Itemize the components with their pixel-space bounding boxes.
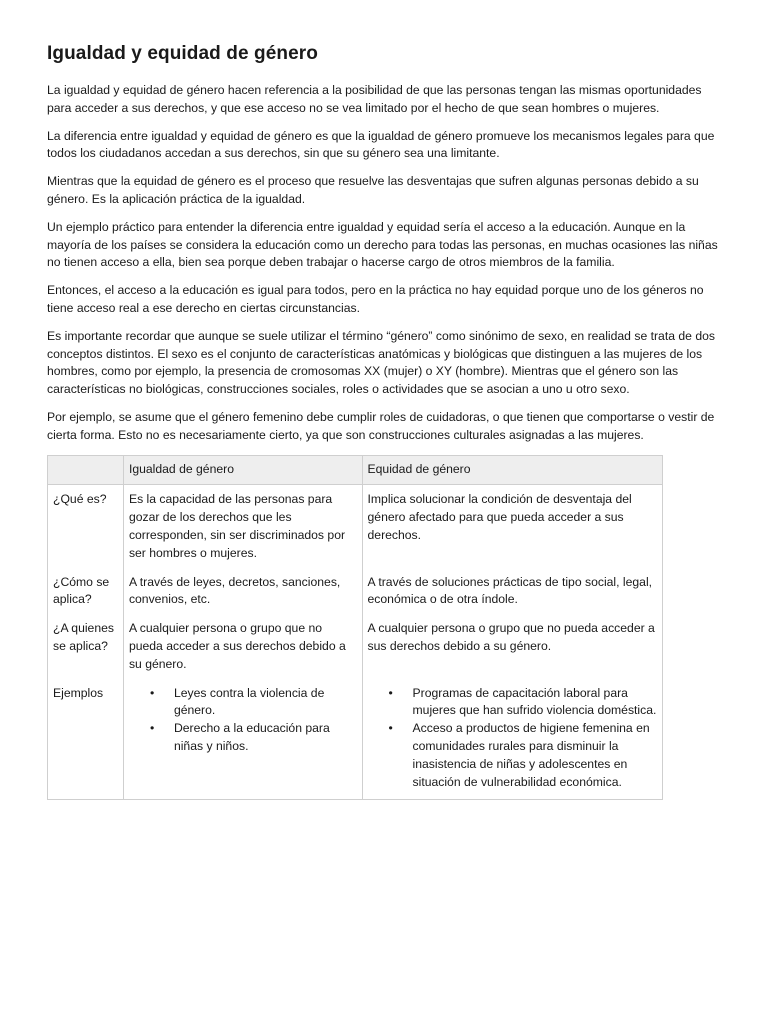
- paragraph-definition: La igualdad y equidad de género hacen referencia a la posibilidad de que las personas tengan las mismas oportunidades para acceder a sus derechos, y que ese acceso no se vea limitado por el hecho de que sean hombres o mujeres.: [47, 83, 702, 115]
- table-header-equidad: Equidad de género: [362, 455, 662, 485]
- table-row: [48, 568, 663, 615]
- paragraph-roles: Por ejemplo, se asume que el género femenino debe cumplir roles de cuidadoras, o que tienen que comportarse o vestir de cierta forma. Esto no es necesariamente cierto, ya que son construcciones culturales asignadas a las mujeres.: [47, 409, 715, 442]
- list-item: • Programas de capacitación laboral para mujeres que han sufrido violencia doméstica.: [413, 685, 657, 721]
- igualdad-examples-list: [129, 685, 357, 756]
- paragraph-equity: Mientras que la equidad de género es el proceso que resuelve las desventajas que sufren algunas personas debido a su género. Es la aplicación práctica de la igualdad.: [47, 174, 699, 206]
- table-header-empty: [48, 455, 124, 485]
- table-row: [48, 485, 663, 568]
- cell-igualdad: A cualquier persona o grupo que no pueda acceder a sus derechos debido a su género.: [123, 614, 362, 678]
- cell-igualdad: A través de leyes, decretos, sanciones, convenios, etc.: [123, 568, 362, 615]
- cell-igualdad-examples: [123, 679, 362, 800]
- paragraph-difference: La diferencia entre igualdad y equidad de género es que la igualdad de género promueve los mecanismos legales para que todos los ciudadanos accedan a sus derechos, sin que su género sea una limitante.: [47, 128, 715, 161]
- table-header-igualdad: Igualdad de género: [123, 455, 362, 485]
- table-row-examples: [48, 679, 663, 800]
- page-title: Igualdad y equidad de género: [47, 43, 318, 64]
- table-header-row: [48, 455, 663, 485]
- cell-igualdad: Es la capacidad de las personas para gozar de los derechos que les corresponden, sin ser discriminados por ser hombres o mujeres.: [123, 485, 362, 568]
- comparison-table: [47, 455, 663, 801]
- row-label: ¿Cómo se aplica?: [48, 568, 124, 615]
- row-label: ¿Qué es?: [48, 485, 124, 568]
- list-item: • Leyes contra la violencia de género.: [174, 685, 357, 721]
- cell-equidad-examples: [362, 679, 662, 800]
- row-label: ¿A quienes se aplica?: [48, 614, 124, 678]
- cell-equidad: A través de soluciones prácticas de tipo social, legal, económica o de otra índole.: [362, 568, 662, 615]
- paragraph-sex-gender: Es importante recordar que aunque se suele utilizar el término “género” como sinónimo de sexo, en realidad se trata de dos conceptos distintos. El sexo es el conjunto de características anatómicas y biológicas que distinguen a las mujeres de los hombres, como por ejemplo, la presencia de cromosomas XX (mujer) o XY (hombre). Mientras que el género son las características no biológicas, construcciones sociales, roles o actividades que se asocian a uno u otro sexo.: [47, 328, 715, 397]
- row-label: Ejemplos: [48, 679, 124, 800]
- equidad-examples-list: [368, 685, 657, 792]
- cell-equidad: A cualquier persona o grupo que no pueda acceder a sus derechos debido a su género.: [362, 614, 662, 678]
- cell-equidad: Implica solucionar la condición de desventaja del género afectado para que pueda acceder a sus derechos.: [362, 485, 662, 568]
- list-item: • Acceso a productos de higiene femenina en comunidades rurales para disminuir la inasistencia de niñas y adolescentes en situación de vulnerabilidad económica.: [413, 720, 657, 791]
- list-item: • Derecho a la educación para niñas y niños.: [174, 720, 357, 756]
- paragraph-conclusion: Entonces, el acceso a la educación es igual para todos, pero en la práctica no hay equidad porque uno de los géneros no tiene acceso real a ese derecho en ciertas circunstancias.: [47, 283, 704, 315]
- table-row: [48, 614, 663, 678]
- paragraph-example: Un ejemplo práctico para entender la diferencia entre igualdad y equidad sería el acceso a la educación. Aunque en la mayoría de los países se considera la educación como un derecho para todas las personas, en muchas ocasiones las niñas no tienen acceso a ella, bien sea porque deben trabajar o hacerse cargo de otros miembros de la familia.: [47, 219, 718, 270]
